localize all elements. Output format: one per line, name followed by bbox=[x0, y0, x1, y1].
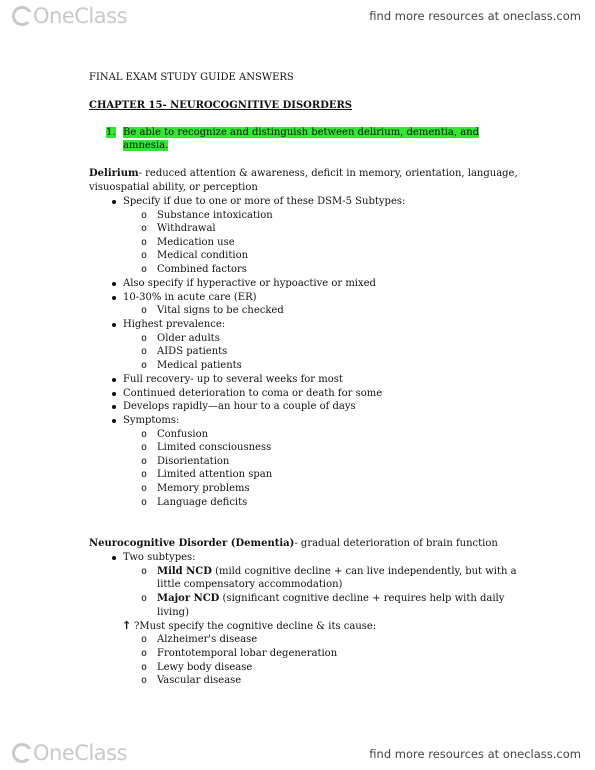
sub-list-item: Frontotemporal lobar degeneration bbox=[157, 648, 338, 659]
sub-list-item: Withdrawal bbox=[157, 223, 216, 234]
circle-bullet-icon: o bbox=[141, 442, 148, 453]
sub-list-item: Medical patients bbox=[157, 360, 242, 371]
sub-list-item: Alzheimer's disease bbox=[157, 634, 258, 645]
delirium-term: Delirium bbox=[89, 168, 139, 179]
circle-bullet-icon: o bbox=[141, 662, 148, 673]
list-item: Symptoms: bbox=[123, 415, 180, 426]
bullet-icon bbox=[112, 296, 116, 300]
oneclass-logo-mark bbox=[12, 743, 32, 763]
sub-list-item: Medical condition bbox=[157, 250, 249, 261]
sub-list-item: Limited consciousness bbox=[157, 442, 272, 453]
sub-list-item: Language deficits bbox=[157, 497, 248, 508]
list-item: Highest prevalence: bbox=[123, 319, 226, 330]
page-header bbox=[0, 0, 595, 30]
header-tagline[interactable]: find more resources at oneclass.com bbox=[369, 9, 581, 23]
bullet-icon bbox=[112, 323, 116, 327]
delirium-definition-line-2: visuospatial ability, or perception bbox=[89, 182, 258, 193]
sub-list-item: Lewy body disease bbox=[157, 662, 253, 673]
circle-bullet-icon: o bbox=[141, 264, 148, 275]
bullet-icon bbox=[112, 200, 116, 204]
circle-bullet-icon: o bbox=[141, 305, 148, 316]
page-footer bbox=[0, 738, 595, 768]
bullet-icon bbox=[112, 405, 116, 409]
bullet-icon bbox=[112, 556, 116, 560]
list-item: Specify if due to one or more of these DSM-5 Subtypes: bbox=[123, 196, 406, 207]
circle-bullet-icon: o bbox=[141, 346, 148, 357]
ncd-term: Neurocognitive Disorder (Dementia) bbox=[89, 538, 295, 549]
bullet-icon bbox=[112, 419, 116, 423]
oneclass-logo bbox=[12, 741, 127, 765]
circle-bullet-icon: o bbox=[141, 333, 148, 344]
question-line-2: amnesia. bbox=[123, 140, 169, 151]
mild-ncd-line-1: Mild NCD (mild cognitive decline + can live independently, but with a bbox=[157, 566, 517, 577]
circle-bullet-icon: o bbox=[141, 237, 148, 248]
circle-bullet-icon: o bbox=[141, 483, 148, 494]
sub-list-item: Substance intoxication bbox=[157, 210, 273, 221]
sub-list-item: Vascular disease bbox=[157, 675, 242, 686]
circle-bullet-icon: o bbox=[141, 469, 148, 480]
sub-list-item: Confusion bbox=[157, 429, 209, 440]
doc-title: FINAL EXAM STUDY GUIDE ANSWERS bbox=[89, 72, 294, 83]
list-item: Continued deterioration to coma or death for some bbox=[123, 388, 383, 399]
oneclass-logo-text: OneClass bbox=[33, 4, 128, 28]
ncd-definition: Neurocognitive Disorder (Dementia)- gradual deterioration of brain function bbox=[89, 538, 498, 549]
list-item: Two subtypes: bbox=[123, 552, 196, 563]
oneclass-logo-text: OneClass bbox=[33, 741, 128, 765]
sub-list-item: Vital signs to be checked bbox=[157, 305, 284, 316]
circle-bullet-icon: o bbox=[141, 223, 148, 234]
mild-ncd-line-2: little compensatory accommodation) bbox=[157, 579, 343, 590]
sub-list-item: AIDS patients bbox=[157, 346, 228, 357]
sub-list-item: Medication use bbox=[157, 237, 235, 248]
list-item: Full recovery- up to several weeks for most bbox=[123, 374, 343, 385]
circle-bullet-icon: o bbox=[141, 497, 148, 508]
circle-bullet-icon: o bbox=[141, 593, 148, 604]
question-line-1: Be able to recognize and distinguish between delirium, dementia, and bbox=[123, 127, 480, 138]
sub-list-item: Disorientation bbox=[157, 456, 230, 467]
sub-list-item: Limited attention span bbox=[157, 469, 273, 480]
circle-bullet-icon: o bbox=[141, 456, 148, 467]
list-item: 10-30% in acute care (ER) bbox=[123, 292, 257, 303]
arrow-item: ?Must specify the cognitive decline & its cause: bbox=[134, 621, 377, 632]
oneclass-logo bbox=[12, 4, 127, 28]
circle-bullet-icon: o bbox=[141, 566, 148, 577]
sub-list-item: Older adults bbox=[157, 333, 220, 344]
sub-list-item: Memory problems bbox=[157, 483, 250, 494]
circle-bullet-icon: o bbox=[141, 429, 148, 440]
delirium-definition-line-1: Delirium- reduced attention & awareness, deficit in memory, orientation, language, bbox=[89, 168, 518, 179]
major-ncd-line-1: Major NCD (significant cognitive decline + requires help with daily bbox=[157, 593, 505, 604]
bullet-icon bbox=[112, 378, 116, 382]
list-item: Also specify if hyperactive or hypoactive or mixed bbox=[123, 278, 376, 289]
bullet-icon bbox=[112, 392, 116, 396]
circle-bullet-icon: o bbox=[141, 648, 148, 659]
major-ncd-line-2: living) bbox=[157, 607, 189, 618]
circle-bullet-icon: o bbox=[141, 360, 148, 371]
question-number: 1. bbox=[106, 127, 116, 138]
sub-list-item: Combined factors bbox=[157, 264, 247, 275]
circle-bullet-icon: o bbox=[141, 675, 148, 686]
list-item: Develops rapidly—an hour to a couple of days bbox=[123, 401, 356, 412]
footer-tagline[interactable]: find more resources at oneclass.com bbox=[369, 747, 581, 761]
circle-bullet-icon: o bbox=[141, 634, 148, 645]
up-arrow-icon: ↑ bbox=[122, 619, 132, 632]
chapter-heading: CHAPTER 15- NEUROCOGNITIVE DISORDERS bbox=[89, 100, 353, 111]
bullet-icon bbox=[112, 282, 116, 286]
circle-bullet-icon: o bbox=[141, 250, 148, 261]
oneclass-logo-mark bbox=[12, 6, 32, 26]
circle-bullet-icon: o bbox=[141, 210, 148, 221]
